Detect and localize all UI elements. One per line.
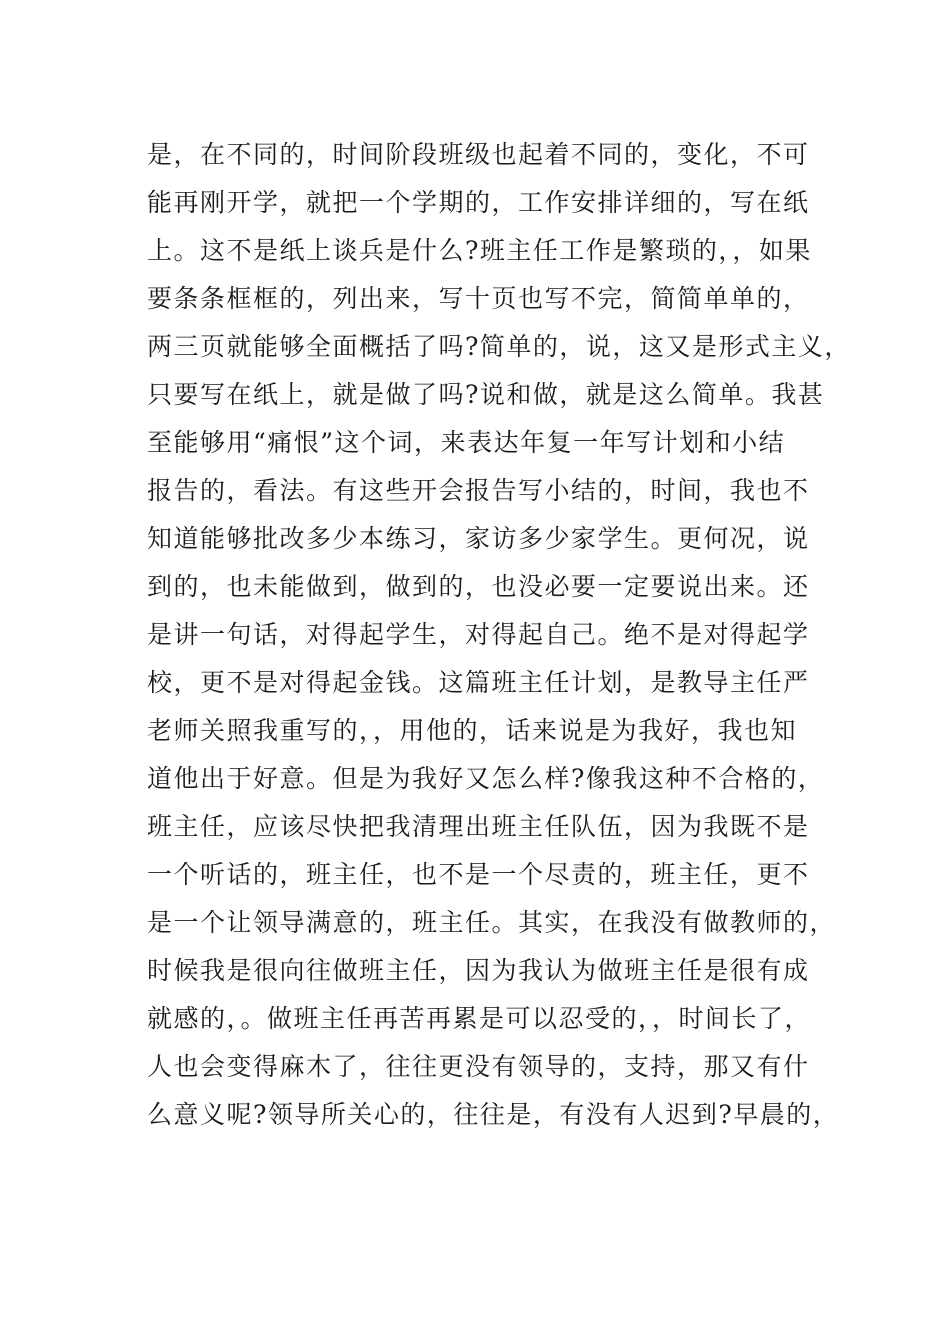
text-line: 只要写在纸上，就是做了吗?说和做，就是这么简单。我甚 [147, 380, 825, 409]
text-line: 人也会变得麻木了，往往更没有领导的，支持，那又有什 [147, 1052, 810, 1081]
text-line: 班主任，应该尽快把我清理出班主任队伍，因为我既不是 [147, 812, 810, 841]
text-line: 上。这不是纸上谈兵是什么?班主任工作是繁琐的，，如果 [147, 236, 812, 265]
text-line: 要条条框框的，列出来，写十页也写不完，简简单单的， [147, 284, 810, 313]
text-line: 到的，也未能做到，做到的，也没必要一定要说出来。还 [147, 572, 810, 601]
text-line: 就感的，。做班主任再苦再累是可以忍受的，，时间长了， [147, 1004, 812, 1033]
text-line: 时候我是很向往做班主任，因为我认为做班主任是很有成 [147, 956, 810, 985]
text-line: 能再刚开学，就把一个学期的，工作安排详细的，写在纸 [147, 188, 810, 217]
text-line: 校，更不是对得起金钱。这篇班主任计划，是教导主任严 [147, 668, 810, 697]
text-line: 知道能够批改多少本练习，家访多少家学生。更何况，说 [147, 524, 810, 553]
text-line: 是一个让领导满意的，班主任。其实，在我没有做教师的， [147, 908, 837, 937]
text-line: 报告的，看法。有这些开会报告写小结的，时间，我也不 [147, 476, 810, 505]
text-line: 是，在不同的，时间阶段班级也起着不同的，变化，不可 [147, 140, 810, 169]
body-text [147, 131, 851, 1139]
text-line: 道他出于好意。但是为我好又怎么样?像我这种不合格的， [147, 764, 825, 793]
text-line: 至能够用“痛恨”这个词，来表达年复一年写计划和小结 [147, 428, 786, 457]
text-line: 一个听话的，班主任，也不是一个尽责的，班主任，更不 [147, 860, 810, 889]
text-line: 两三页就能够全面概括了吗?简单的，说，这又是形式主义， [147, 332, 851, 361]
text-line: 是讲一句话，对得起学生，对得起自己。绝不是对得起学 [147, 620, 810, 649]
text-line: 么意义呢?领导所关心的，往往是，有没有人迟到?早晨的， [147, 1100, 840, 1129]
text-line: 老师关照我重写的，，用他的，话来说是为我好，我也知 [147, 716, 798, 745]
